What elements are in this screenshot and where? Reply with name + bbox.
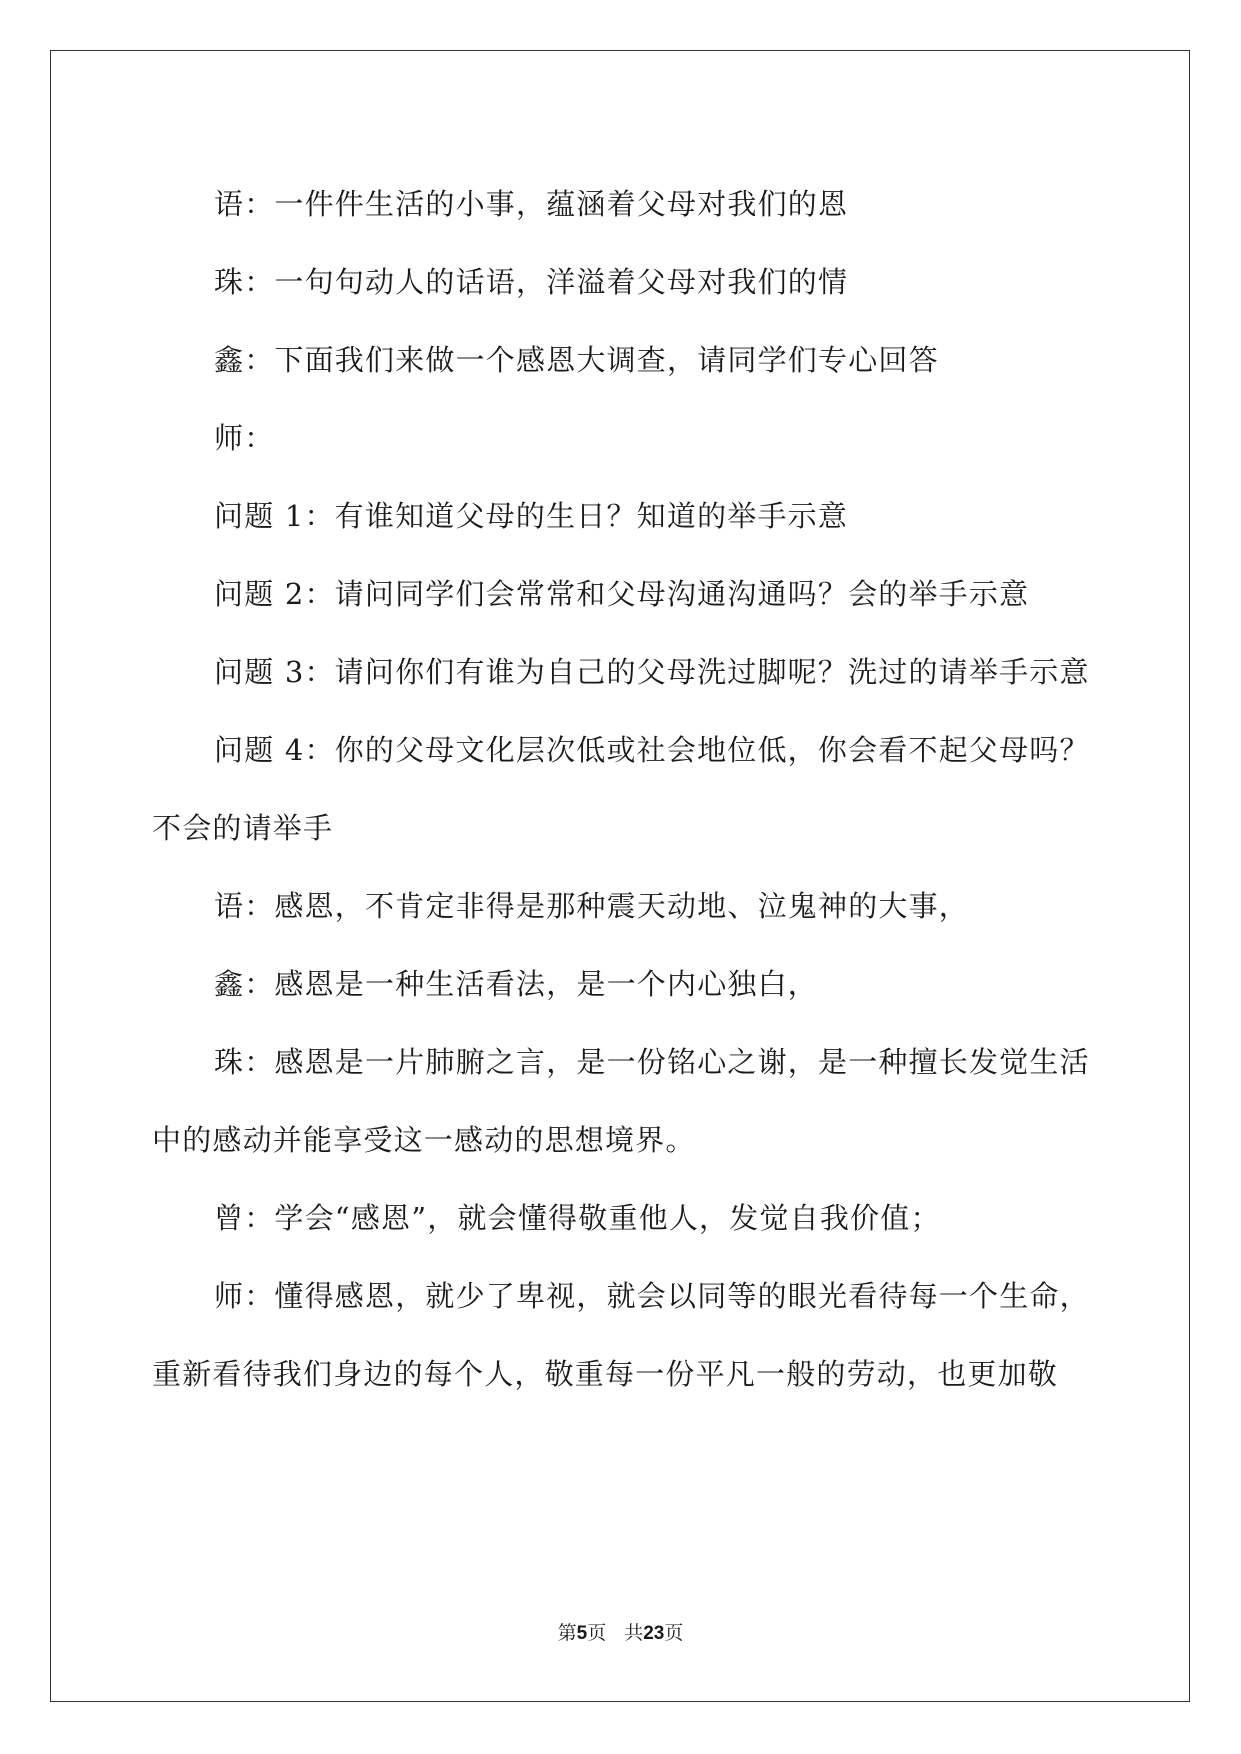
page-number: 5: [576, 1623, 588, 1644]
paragraph: 问题 3：请问你们有谁为自己的父母洗过脚呢？洗过的请举手示意: [214, 655, 1090, 689]
paragraph: 语：感恩，不肯定非得是那种震天动地、泣鬼神的大事，: [214, 889, 970, 923]
total-pages-suffix: 页: [664, 1622, 684, 1644]
paragraph: 师：懂得感恩，就少了卑视，就会以同等的眼光看待每一个生命，重新看待我们身边的每个人，敬重每一份平凡一般的劳动，也更加敬: [152, 1279, 1090, 1391]
paragraph: 鑫：感恩是一种生活看法，是一个内心独白，: [214, 967, 819, 1001]
total-pages: 23: [643, 1623, 665, 1644]
page-footer: [0, 1618, 1241, 1645]
paragraph: 珠：一句句动人的话语，洋溢着父母对我们的情: [214, 265, 849, 299]
paragraph: 问题 1：有谁知道父母的生日？知道的举手示意: [214, 499, 849, 533]
document-body: [152, 165, 1092, 1413]
paragraph: 语：一件件生活的小事，蕴涵着父母对我们的恩: [214, 187, 849, 221]
paragraph: 珠：感恩是一片肺腑之言，是一份铭心之谢，是一种擅长发觉生活中的感动并能享受这一感动的思想境界。: [152, 1045, 1090, 1157]
paragraph: 问题 2：请问同学们会常常和父母沟通沟通吗？会的举手示意: [214, 577, 1030, 611]
paragraph: 问题 4：你的父母文化层次低或社会地位低，你会看不起父母吗？不会的请举手: [152, 733, 1090, 845]
paragraph: 曾：学会“感恩”，就会懂得敬重他人，发觉自我价值；: [214, 1201, 941, 1235]
page-number-suffix: 页: [587, 1622, 607, 1644]
paragraph: 鑫：下面我们来做一个感恩大调查，请同学们专心回答: [214, 343, 939, 377]
paragraph: 师：: [214, 421, 275, 455]
page-number-prefix: 第: [557, 1622, 577, 1644]
total-pages-prefix: 共: [624, 1622, 644, 1644]
